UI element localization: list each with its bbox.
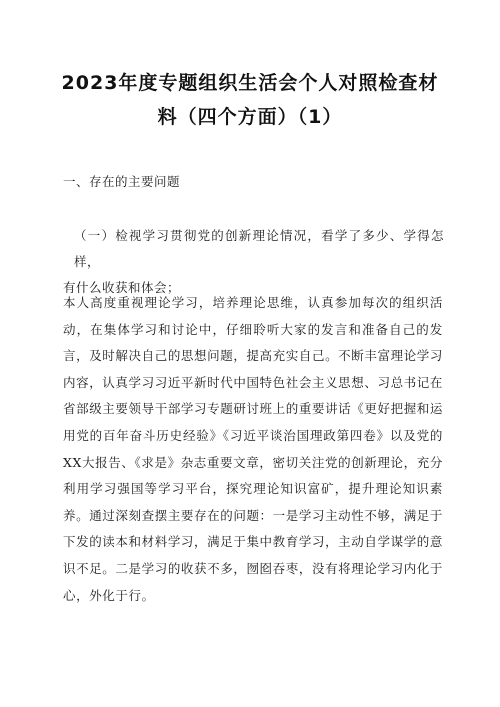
section-heading: 一、存在的主要问题 xyxy=(63,174,181,189)
title-line-2: 料（四个方面）（1） xyxy=(157,106,343,128)
body-paragraph: 本人高度重视理论学习，培养理论思维，认真参加每次的组织活动，在集体学习和讨论中，仔细聆听大家的发言和准备自己的发言，及时解决自己的思想问题，提高充实自己。不断丰富理论学习内容，认真学习习近平新时代中国特色社会主义思想、习总书记在省部级主要领导干部学习专题研讨班上的重要讲话《更好把握和运用党的百年奋斗历史经验》《习近平谈治国理政第四卷》以及党的XX大报告、《求是》杂志重要文章，密切关注党的创新理论，充分利用学习强国等学习平台，探究理论知识富矿，提升理论知识素养。通过深刻查摆主要存在的问题：一是学习主动性不够，满足于下发的读本和材料学习，满足于集中教育学习，主动自学谋学的意识不足。二是学习的收获不多，囫囵吞枣，没有将理论学习内化于心，外化于行。 xyxy=(63,295,443,603)
title-line-1: 2023年度专题组织生活会个人对照检查材 xyxy=(61,72,439,94)
subsection-line-2: 有什么收获和体会； xyxy=(63,280,181,295)
subsection-line-1: （一）检视学习贯彻党的创新理论情况，看学了多少、学得怎样， xyxy=(74,228,444,269)
document-title xyxy=(60,66,440,134)
